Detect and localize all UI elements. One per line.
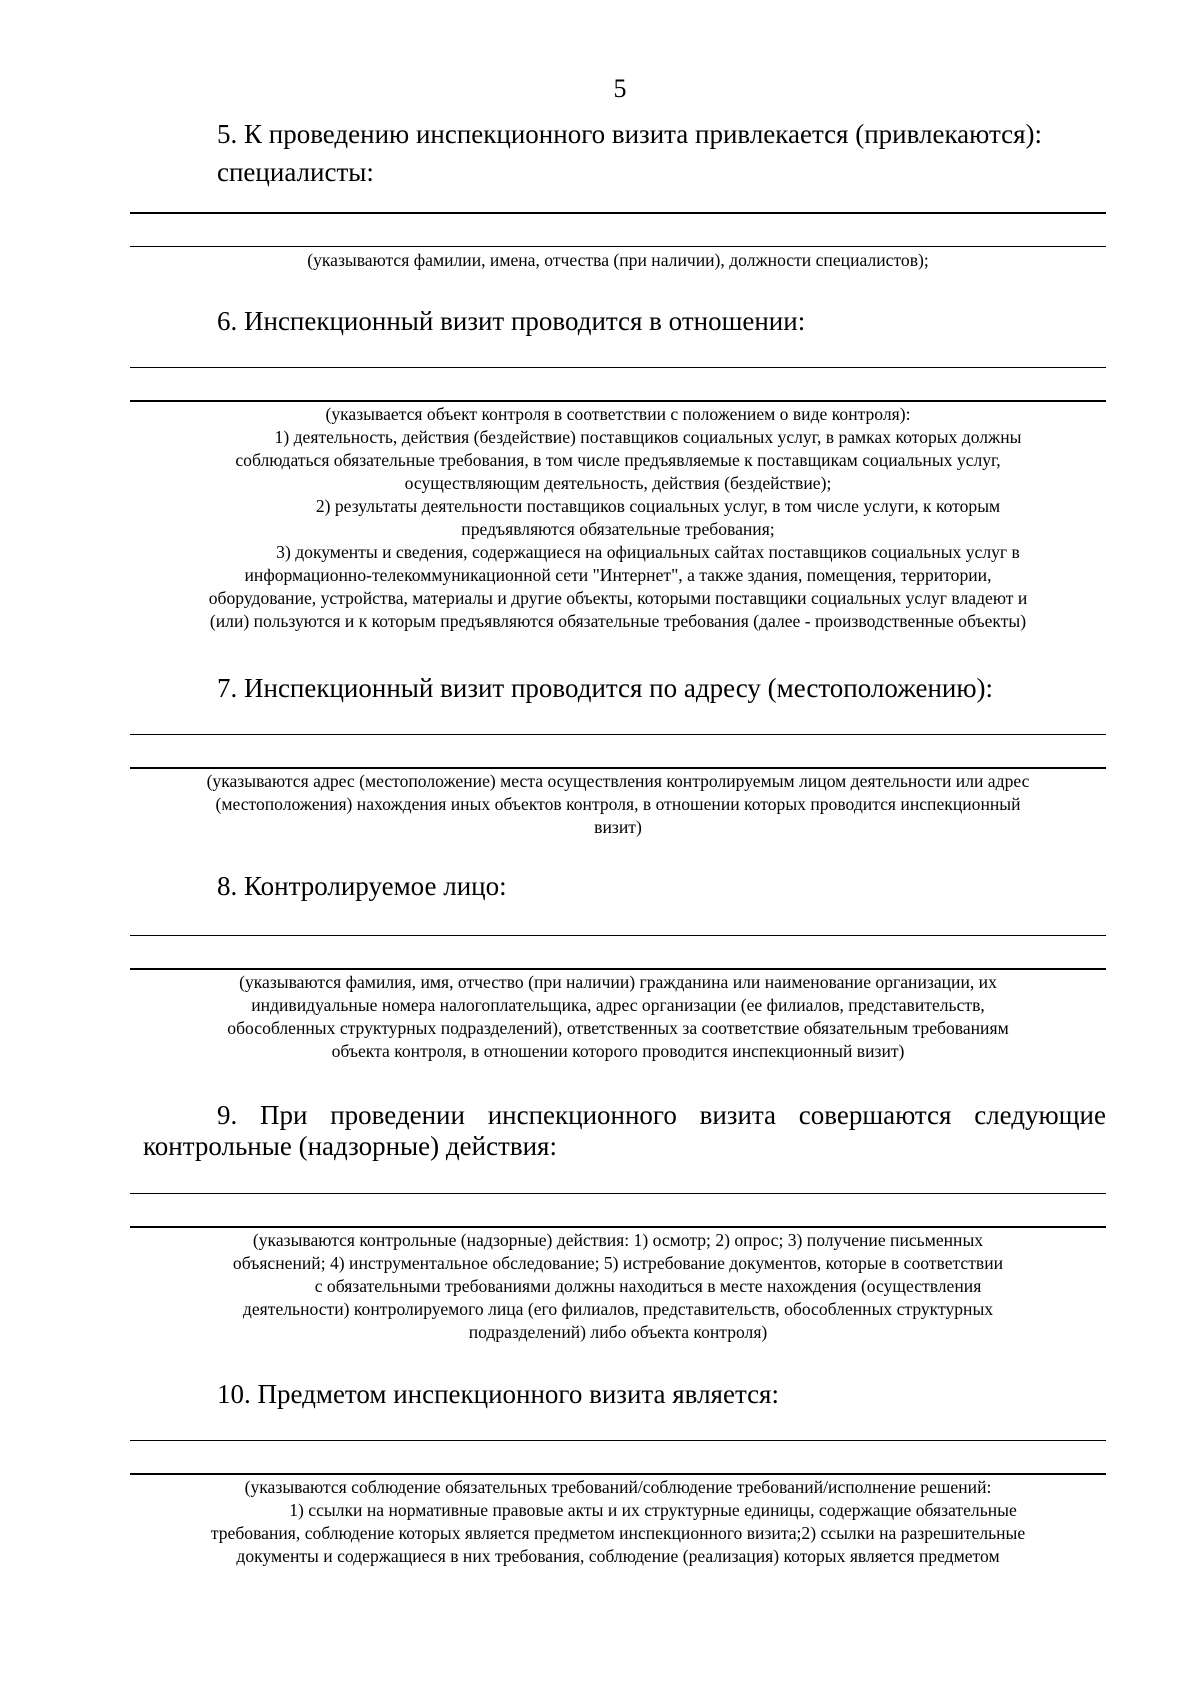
section-6-heading: 6. Инспекционный визит проводится в отношении: bbox=[217, 306, 806, 336]
section-8-fill-line-1 bbox=[130, 935, 1106, 936]
section-10-note-line: 1) ссылки на нормативные правовые акты и их структурные единицы, содержащие обязательные bbox=[289, 1500, 1017, 1520]
section-6-note-line: соблюдаться обязательные требования, в том числе предъявляемые к поставщикам социальных услуг, bbox=[235, 450, 1001, 470]
section-8-note-line: (указываются фамилия, имя, отчество (при наличии) гражданина или наименование организации, их bbox=[239, 972, 997, 992]
section-7-note-line: (указываются адрес (местоположение) места осуществления контролируемым лицом деятельности или адрес bbox=[206, 771, 1030, 791]
section-10-fill-line-1 bbox=[130, 1440, 1106, 1441]
section-7-fill-line-2 bbox=[130, 767, 1106, 769]
section-5-heading-line2: специалисты: bbox=[217, 157, 374, 187]
section-8-note-line: обособленных структурных подразделений), ответственных за соответствие обязательным требованиям bbox=[227, 1018, 1009, 1038]
section-6-note-line: предъявляются обязательные требования; bbox=[461, 519, 775, 539]
section-10-note-line: (указываются соблюдение обязательных требований/соблюдение требований/исполнение решений: bbox=[244, 1477, 992, 1497]
section-8-fill-line-2 bbox=[130, 968, 1106, 970]
section-7-heading: 7. Инспекционный визит проводится по адресу (местоположению): bbox=[217, 673, 994, 703]
section-8-heading: 8. Контролируемое лицо: bbox=[217, 871, 507, 901]
section-5-note-text: (указываются фамилии, имена, отчества (при наличии), должности специалистов); bbox=[307, 250, 929, 270]
section-8-note-line: объекта контроля, в отношении которого проводится инспекционный визит) bbox=[331, 1041, 905, 1061]
section-7-fill-line-1 bbox=[130, 734, 1106, 735]
section-6-fill-line-1 bbox=[130, 367, 1106, 368]
section-6-note-line: 3) документы и сведения, содержащиеся на официальных сайтах поставщиков социальных услуг в bbox=[276, 542, 1020, 562]
section-6-note-line: информационно-телекоммуникационной сети "Интернет", а также здания, помещения, территории, bbox=[244, 565, 992, 585]
section-9-fill-line-1 bbox=[130, 1193, 1106, 1194]
section-10-note-line: документы и содержащиеся в них требования, соблюдение (реализация) которых является предметом bbox=[236, 1546, 1000, 1566]
section-9-heading-word: проведении bbox=[330, 1100, 465, 1130]
section-6-note-line: (указывается объект контроля в соответствии с положением о виде контроля): bbox=[325, 404, 911, 424]
section-10-note-line: требования, соблюдение которых является предметом инспекционного визита;2) ссылки на разрешительные bbox=[210, 1523, 1026, 1543]
section-9-heading-word: 9. bbox=[217, 1100, 238, 1130]
section-9-heading-word: При bbox=[260, 1100, 308, 1130]
section-6-note-line: 2) результаты деятельности поставщиков социальных услуг, в том числе услуги, к которым bbox=[315, 496, 1001, 516]
section-5-fill-line-2 bbox=[130, 246, 1106, 247]
section-10-note bbox=[130, 1476, 1106, 1568]
section-6-note-line: (или) пользуются и к которым предъявляются обязательные требования (далее - производственные объекты) bbox=[209, 611, 1027, 631]
section-9-note-line: деятельности) контролируемого лица (его филиалов, представительств, обособленных структурных bbox=[242, 1299, 994, 1319]
section-6-note-line: 1) деятельность, действия (бездействие) поставщиков социальных услуг, в рамках которых должны bbox=[274, 427, 1022, 447]
section-9-note-line: с обязательными требованиями должны находиться в месте нахождения (осуществления bbox=[314, 1276, 982, 1296]
section-8-note bbox=[130, 971, 1106, 1063]
section-5-fill-line-1 bbox=[130, 212, 1106, 214]
section-9-fill-line-2 bbox=[130, 1226, 1106, 1228]
section-9-heading-word: следующие bbox=[974, 1100, 1106, 1130]
section-9-note bbox=[130, 1229, 1106, 1344]
section-7-note bbox=[130, 770, 1106, 839]
section-9-note-line: объяснений; 4) инструментальное обследование; 5) истребование документов, которые в соответствии bbox=[232, 1253, 1004, 1273]
section-9-note-line: (указываются контрольные (надзорные) действия: 1) осмотр; 2) опрос; 3) получение письменных bbox=[252, 1230, 984, 1250]
section-7-note-line: визит) bbox=[594, 817, 642, 837]
section-9-heading-word: совершаются bbox=[798, 1100, 952, 1130]
section-6-fill-line-2 bbox=[130, 400, 1106, 402]
section-6-note-line: оборудование, устройства, материалы и другие объекты, которыми поставщики социальных услуг владеют и bbox=[208, 588, 1028, 608]
section-5-note bbox=[130, 249, 1106, 272]
section-9-note-line: подразделений) либо объекта контроля) bbox=[468, 1322, 768, 1342]
section-9-heading-line2: контрольные (надзорные) действия: bbox=[143, 1131, 557, 1161]
section-10-heading: 10. Предметом инспекционного визита является: bbox=[217, 1379, 779, 1409]
section-8-note-line: индивидуальные номера налогоплательщика, адрес организации (ее филиалов, представительств, bbox=[251, 995, 985, 1015]
section-6-note-line: осуществляющим деятельность, действия (бездействие); bbox=[404, 473, 832, 493]
section-5-heading-line1: 5. К проведению инспекционного визита привлекается (привлекаются): bbox=[217, 119, 1043, 149]
page-number: 5 bbox=[613, 74, 627, 103]
section-10-fill-line-2 bbox=[130, 1473, 1106, 1475]
section-9-heading-word: инспекционного bbox=[487, 1100, 677, 1130]
section-6-note bbox=[130, 403, 1106, 633]
section-7-note-line: (местоположения) нахождения иных объектов контроля, в отношении которых проводится инспекционный bbox=[215, 794, 1021, 814]
section-9-heading-word: визита bbox=[699, 1100, 777, 1130]
